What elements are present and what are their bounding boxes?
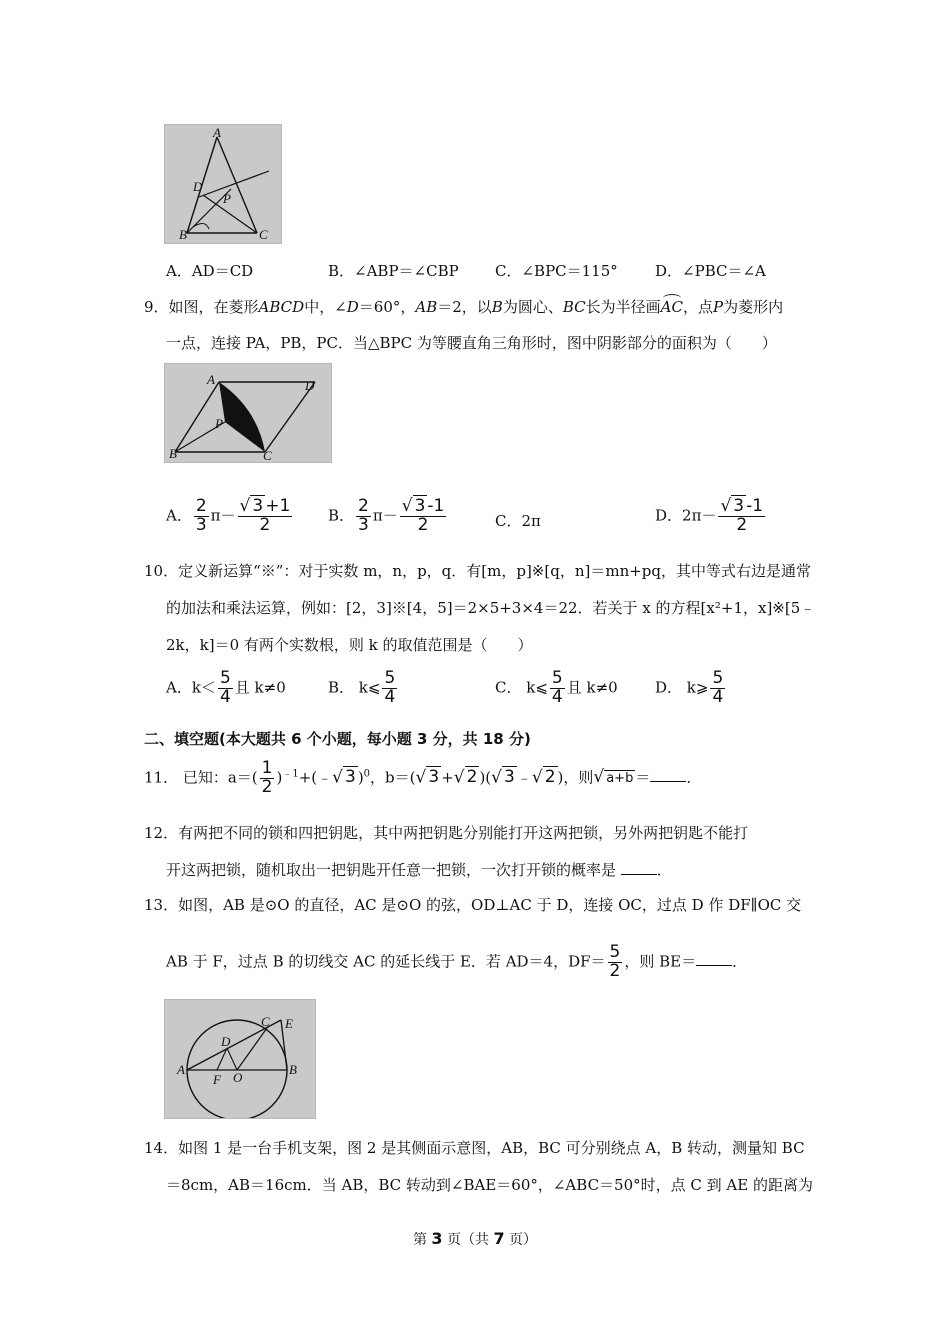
q9-label-d: D — [305, 378, 315, 393]
q8-option-a: A．AD＝CD — [166, 262, 254, 280]
q9-rhombus-diagram — [165, 364, 331, 462]
q9-label-c: C — [263, 448, 272, 462]
page-footer: 第 3 页（共 7 页） — [412, 1229, 538, 1248]
q9-option-b: B． $\frac{2}{3}$ π－ $\frac{√ 3 -1}{2}$ — [328, 496, 445, 535]
q9-label-a: A — [207, 372, 215, 387]
q11-question: 11． 已知：a＝( $\frac{1}{2}$ )$^{﹣1}$+(﹣√ 3 )$^0$，b＝(√ 3 +√ 2 )(√ 3 ﹣√ 2 )，则√ a+b ＝ ． — [144, 758, 702, 797]
q9-question-line1: 9．如图，在菱形ABCD中，∠D＝60°，AB＝2，以B为圆心、BC长为半径画AC，点P为菱形内 — [144, 294, 783, 317]
q13-label-e: E — [285, 1016, 293, 1031]
q10-question-line1: 10．定义新运算“※”：对于实数 m，n，p，q．有[m，p]※[q，n]＝mn+pq，其中等式右边是通常 — [144, 562, 812, 580]
q11-answer-blank — [650, 769, 686, 782]
section-heading: 二、填空题(本大题共 6 个小题，每小题 3 分，共 18 分) — [144, 730, 531, 748]
q10-option-b: B． k⩽ $\frac{5}{4}$ — [328, 668, 396, 707]
q10-option-a: A．k＜ $\frac{5}{4}$ 且 k≠0 — [166, 668, 286, 707]
q13-label-c: C — [261, 1014, 270, 1029]
q8-option-d: D．∠PBC＝∠A — [655, 262, 766, 280]
q13-label-o: O — [233, 1070, 243, 1085]
q8-label-p: P — [223, 191, 231, 206]
q9-question-line2: 一点，连接 PA，PB，PC．当△BPC 为等腰直角三角形时，图中阴影部分的面积为（ ） — [166, 334, 777, 352]
q9-option-c: C．2π — [495, 512, 541, 530]
q12-question-line2: 开这两把锁，随机取出一把钥匙开任意一把锁，一次打开锁的概率是 ． — [166, 861, 672, 879]
page-number: 3 — [431, 1229, 443, 1248]
q8-option-c: C．∠BPC＝115° — [495, 262, 618, 280]
q8-option-b: B．∠ABP＝∠CBP — [328, 262, 459, 280]
q12-question-line1: 12．有两把不同的锁和四把钥匙，其中两把钥匙分别能打开这两把锁，另外两把钥匙不能打 — [144, 824, 749, 842]
q13-question-line1: 13．如图，AB 是⊙O 的直径，AC 是⊙O 的弦，OD⊥AC 于 D，连接 OC，过点 D 作 DF∥OC 交 — [144, 896, 802, 914]
q13-label-f: F — [213, 1072, 221, 1087]
q8-label-b: B — [179, 227, 187, 242]
q13-figure — [164, 999, 316, 1119]
q13-circle-diagram — [165, 1000, 315, 1118]
arc-ac: AC — [661, 294, 683, 316]
q9-option-d: D．2π－ $\frac{√ 3 -1}{2}$ — [655, 496, 764, 535]
total-pages: 7 — [493, 1229, 505, 1248]
q14-question-line2: ＝8cm，AB＝16cm．当 AB，BC 转动到∠BAE＝60°，∠ABC＝50°时，点 C 到 AE 的距离为 — [166, 1176, 813, 1194]
q12-answer-blank — [621, 862, 657, 875]
q10-question-line3: 2k，k]＝0 有两个实数根，则 k 的取值范围是（ ） — [166, 636, 533, 654]
q13-label-d: D — [221, 1034, 231, 1049]
q8-label-d: D — [193, 179, 203, 194]
q9-label-p: P — [215, 416, 223, 431]
q13-question-line2: AB 于 F，过点 B 的切线交 AC 的延长线于 E．若 AD＝4，DF＝ $\frac{5}{2}$ ，则 BE＝ ． — [166, 942, 748, 981]
q14-question-line1: 14．如图 1 是一台手机支架，图 2 是其侧面示意图，AB，BC 可分别绕点 A，B 转动，测量知 BC — [144, 1139, 805, 1157]
q13-label-a: A — [177, 1062, 185, 1077]
q9-option-a: A． $\frac{2}{3}$ π－ $\frac{√ 3 +1}{2}$ — [166, 496, 291, 535]
q9-label-b: B — [169, 446, 177, 461]
q10-question-line2: 的加法和乘法运算，例如：[2，3]※[4，5]＝2×5+3×4＝22．若关于 x 的方程[x²+1，x]※[5﹣ — [166, 599, 816, 617]
q13-label-b: B — [289, 1062, 297, 1077]
q8-triangle-diagram — [165, 125, 281, 243]
q8-label-a: A — [213, 125, 221, 140]
q10-option-c: C． k⩽ $\frac{5}{4}$ 且 k≠0 — [495, 668, 618, 707]
q8-figure — [164, 124, 282, 244]
q9-figure — [164, 363, 332, 463]
q13-answer-blank — [696, 953, 732, 966]
q10-option-d: D． k⩾ $\frac{5}{4}$ — [655, 668, 724, 707]
q8-label-c: C — [259, 227, 268, 242]
